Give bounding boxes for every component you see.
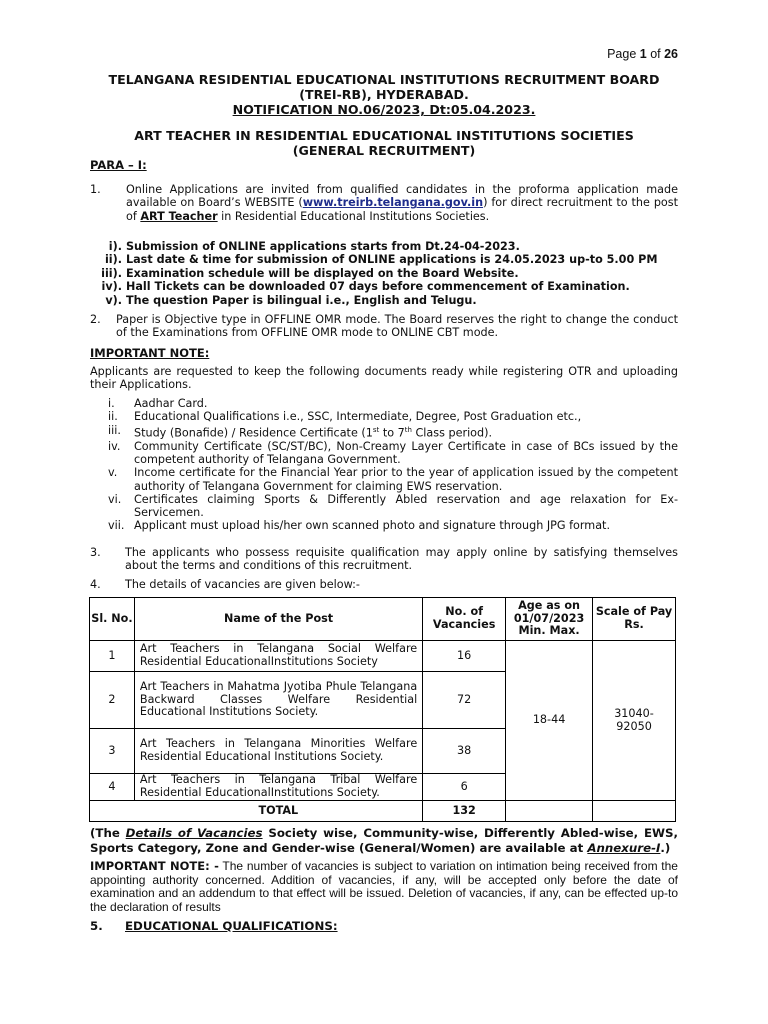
- documents-list: [108, 397, 678, 533]
- document-item: ii. Educational Qualifications i.e., SSC, Intermediate, Degree, Post Graduation etc.,: [108, 410, 582, 424]
- item-1: 1. Online Applications are invited from qualified candidates in the proforma application made available on Board’s WEBSITE (www.treirb.telangana.gov.in) for direct recruitment to the post of ART Teacher in Residential Educational Institutions Societies.: [90, 183, 678, 223]
- table-row: 4 Art Teachers in Telangana Tribal Welfare Residential EducationalInstitutions Society. 6: [90, 774, 676, 801]
- date-item: i). Submission of ONLINE applications starts from Dt.24-04-2023.: [108, 240, 520, 253]
- document-item: iv. Community Certificate (SC/ST/BC), Non-Creamy Layer Certificate in case of BCs issued by the competent authority of Telangana Government.: [108, 439, 678, 466]
- pay-scale: 31040-92050: [593, 641, 676, 801]
- header-pay-scale: Scale of Pay Rs.: [593, 598, 676, 641]
- table-row: 1 Art Teachers in Telangana Social Welfare Residential EducationalInstitutions Society 16 18-44 31040-92050: [90, 641, 676, 672]
- documents-intro: Applicants are requested to keep the following documents ready while registering OTR and uploading their Applications.: [90, 365, 678, 392]
- item-3: 3. The applicants who possess requisite qualification may apply online by satisfying themselves about the terms and conditions of this recruitment.: [90, 546, 678, 573]
- table-row: 2 Art Teachers in Mahatma Jyotiba Phule Telangana Backward Classes Welfare Residential Educational Institutions Society. 72: [90, 672, 676, 729]
- vacancy-details-note: (The Details of Vacancies Society wise, Community-wise, Differently Abled-wise, EWS, Sports Category, Zone and Gender-wise (General/Women) are available at Annexure-I.): [90, 826, 678, 855]
- age-range: 18-44: [506, 641, 593, 801]
- important-note-2: IMPORTANT NOTE: - The number of vacancies is subject to variation on intimation being received from the appointing authority concerned. Addition of vacancies, if any, will be accepted only before the date of examination and an addendum to that effect will be issued. Deletion of vacancies, if any, can be effected up-to the declaration of results: [90, 859, 678, 914]
- notification-number: NOTIFICATION NO.06/2023, Dt:05.04.2023.: [232, 102, 536, 117]
- document-item: i. Aadhar Card.: [108, 397, 208, 410]
- total-vacancies: 132: [423, 801, 506, 822]
- document-item: vii. Applicant must upload his/her own scanned photo and signature through JPG format.: [108, 519, 611, 533]
- para-heading: PARA – I:: [90, 158, 147, 172]
- board-website-link[interactable]: www.treirb.telangana.gov.in: [302, 196, 484, 210]
- item-2: 2. Paper is Objective type in OFFLINE OMR mode. The Board reserves the right to change the conduct of the Examinations from OFFLINE OMR mode to ONLINE CBT mode.: [90, 313, 678, 340]
- document-item: v. Income certificate for the Financial Year prior to the year of application issued by the competent authority of Telangana Government for claiming EWS reservation.: [108, 466, 678, 493]
- document-item: iii. Study (Bonafide) / Residence Certificate (1st to 7th Class period).: [108, 423, 493, 440]
- item-4: 4. The details of vacancies are given below:-: [90, 578, 360, 591]
- date-item: iii). Examination schedule will be displayed on the Board Website.: [101, 266, 519, 280]
- header-age: Age as on 01/07/2023 Min. Max.: [506, 598, 593, 641]
- date-item: iv). Hall Tickets can be downloaded 07 days before commencement of Examination.: [101, 280, 630, 294]
- header-vacancies: No. of Vacancies: [423, 598, 506, 641]
- important-dates-list: [90, 240, 678, 307]
- board-title: TELANGANA RESIDENTIAL EDUCATIONAL INSTITUTIONS RECRUITMENT BOARD (TREI-RB), HYDERABAD. NOTIFICATION NO.06/2023, Dt:05.04.2023.: [90, 72, 678, 117]
- date-item: v). The question Paper is bilingual i.e., English and Telugu.: [105, 293, 477, 307]
- vacancies-table: [89, 597, 676, 822]
- page-counter: Page 1 of 26: [607, 47, 678, 61]
- header-post-name: Name of the Post: [134, 598, 422, 641]
- date-item: ii). Last date & time for submission of ONLINE applications is 24.05.2023 up-to 5.00 PM: [104, 253, 658, 267]
- important-note-heading: IMPORTANT NOTE:: [90, 346, 210, 360]
- post-title: ART TEACHER IN RESIDENTIAL EDUCATIONAL INSTITUTIONS SOCIETIES (GENERAL RECRUITMENT): [134, 128, 634, 158]
- table-row: 3 Art Teachers in Telangana Minorities Welfare Residential Educational Institutions Society. 38: [90, 729, 676, 774]
- educational-qualifications-heading: EDUCATIONAL QUALIFICATIONS:: [125, 919, 338, 933]
- item-5: 5. EDUCATIONAL QUALIFICATIONS:: [90, 919, 338, 933]
- header-sl-no: Sl. No.: [90, 598, 135, 641]
- document-item: vi. Certificates claiming Sports & Differently Abled reservation and age relaxation for Ex-Servicemen.: [108, 492, 678, 520]
- table-total-row: TOTAL 132: [90, 801, 676, 822]
- table-header-row: [90, 598, 676, 641]
